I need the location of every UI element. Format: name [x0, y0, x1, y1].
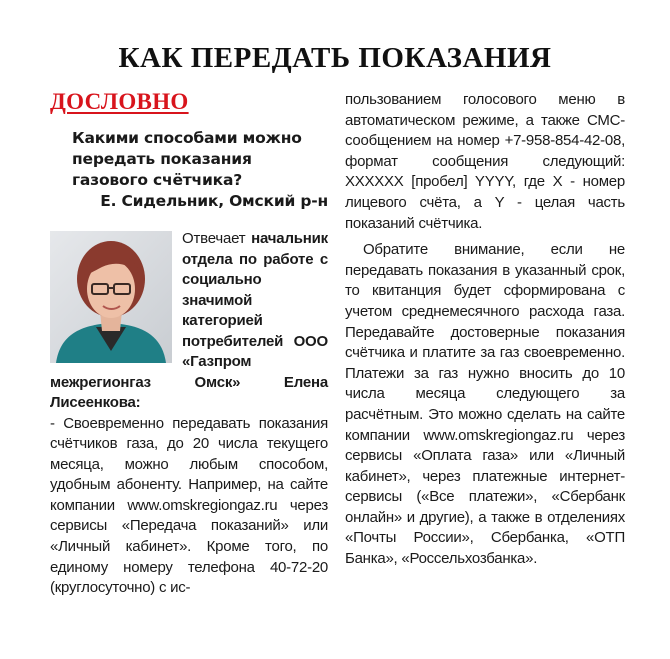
- answer-paragraph-1-right: пользованием голосового меню в автоматическом режиме, а также СМС-сообщением на номер +7-958-854-42-08, формат сообщения следующий: XXXXXX [пробел] YYYY, где X - номер лицевого счёта, а Y - целая часть показаний счётчика.: [345, 91, 625, 232]
- question-text: Какими способами можно передать показания газового счётчика?: [72, 129, 302, 189]
- answer-block: [50, 229, 328, 599]
- respondent-photo: [50, 231, 172, 363]
- respondent-title: начальник отдела по работе с социально значимой категорией потребителей ООО «Газпром межрегионгаз Омск» Елена Лисеенкова:: [50, 230, 328, 411]
- reader-question: [50, 128, 328, 212]
- answer-paragraph-2: Обратите внимание, если не передавать показания в указанный срок, то квитанция будет сформирована с учетом среднемесячного расхода газа. Передавайте достоверные показания счётчика и платите за газ своевременно. Платежи за газ нужно вносить до 10 числа месяца следующего за расчётным. Это можно сделать на сайте компании www.omskregiongaz.ru через сервисы «Оплата газа» или «Личный кабинет», через платежные интернет-сервисы («Все платежи», «Сбербанк онлайн» и другие), а также в отделениях «Почты России», Сбербанка, «ОТП Банка», «Россельхозбанка».: [345, 241, 625, 568]
- right-column: [345, 90, 625, 570]
- answer-paragraph-1-left: - Своевременно передавать показания счётчиков газа, до 20 числа текущего месяца, можно любым способом, удобным абоненту. Например, на сайте компании www.omskregiongaz.ru через сервисы «Передача показаний» или «Личный кабинет». Кроме того, по единому номеру телефона 40-72-20 (круглосуточно) с ис-: [50, 414, 328, 597]
- article-headline: КАК ПЕРЕДАТЬ ПОКАЗАНИЯ: [118, 42, 552, 74]
- rubric-label: ДОСЛОВНО: [50, 89, 189, 114]
- portrait-image: [50, 231, 172, 363]
- left-column: [50, 128, 328, 599]
- question-author: Е. Сидельник, Омский р-н: [100, 192, 328, 210]
- intro-plain-text: Отвечает: [182, 230, 252, 247]
